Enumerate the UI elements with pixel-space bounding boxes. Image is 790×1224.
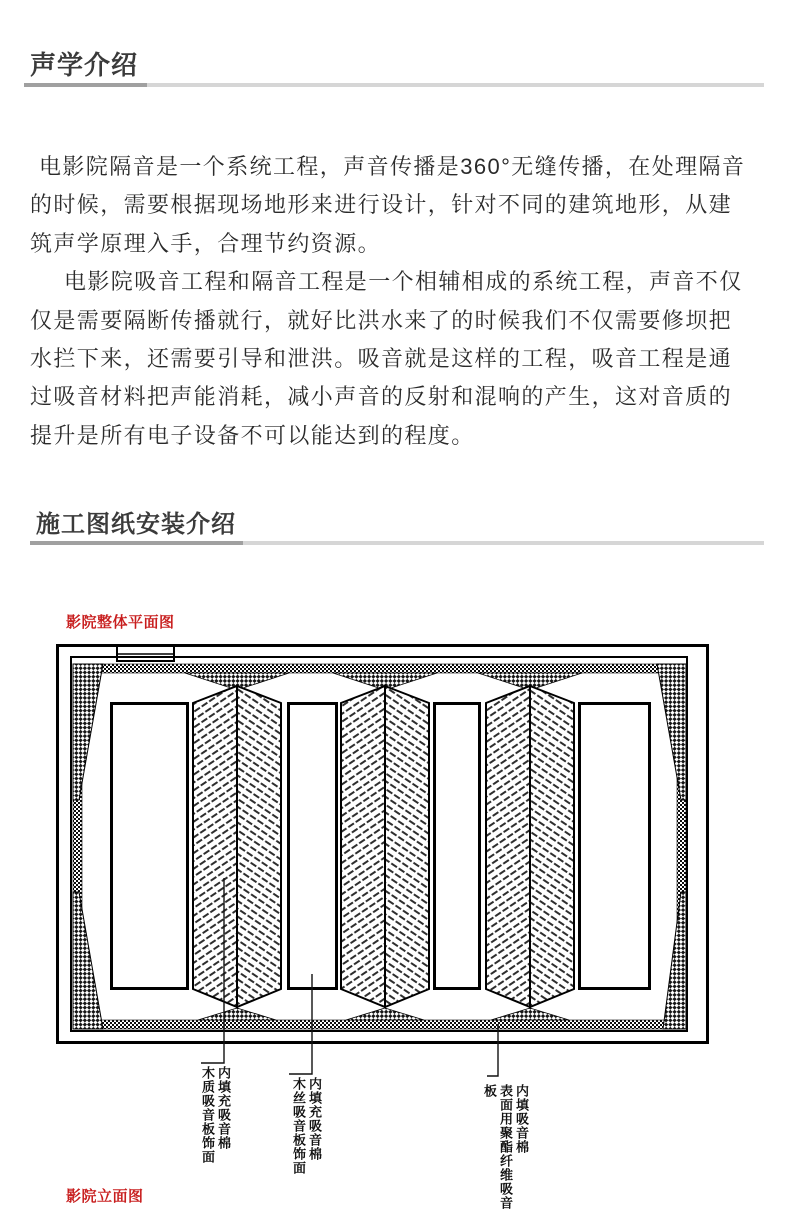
body-text [30, 148, 770, 455]
paragraph-2-line-4: 过吸音材料把声能消耗，减小声音的反射和混响的产生，这对音质的 [30, 384, 733, 410]
section-title-installation: 施工图纸安装介绍 [36, 511, 236, 538]
rule-dark-segment [24, 83, 147, 87]
rule-dark-segment [30, 541, 243, 545]
section-rule-2 [30, 541, 764, 545]
paragraph-1-line-1: 电影院隔音是一个系统工程，声音传播是360°无缝传播，在处理隔音 [39, 154, 746, 179]
section-rule-1 [24, 83, 764, 87]
paragraph-2-line-3: 水拦下来，还需要引导和泄洪。吸音就是这样的工程，吸音工程是通 [30, 346, 733, 372]
paragraph-2-line-5: 提升是所有电子设备不可以能达到的程度。 [30, 422, 475, 448]
annotation-woodwool-panel: 内填充吸音棉 木丝吸音板饰面 [291, 1077, 322, 1175]
figure-caption-elevation: 影院立面图 [66, 1188, 144, 1205]
paragraph-2-line-2: 仅是需要隔断传播就行，就好比洪水来了的时候我们不仅需要修坝把 [30, 307, 733, 333]
paragraph-1-line-3: 筑声学原理入手，合理节约资源。 [30, 230, 382, 256]
rule-light-segment [147, 83, 764, 87]
door-opening [117, 646, 174, 661]
figure-caption-floor-plan: 影院整体平面图 [66, 614, 175, 631]
floor-plan-figure [55, 643, 717, 1088]
section-title-acoustics: 声学介绍 [30, 50, 139, 80]
paragraph-1-line-2: 的时候，需要根据现场地形来进行设计，针对不同的建筑地形，从建 [30, 192, 733, 218]
annotation-polyester-panel: 内填吸音棉 表面用聚酯纤维吸音板 [482, 1084, 529, 1210]
annotation-wood-panel: 内填充吸音棉 木质吸音板饰面 [200, 1066, 231, 1164]
floor-plan-diagram [55, 643, 717, 1083]
rule-light-segment [243, 541, 764, 545]
paragraph-2-line-1: 电影院吸音工程和隔音工程是一个相辅相成的系统工程，声音不仅 [64, 269, 743, 295]
absorber-columns [193, 686, 574, 1007]
